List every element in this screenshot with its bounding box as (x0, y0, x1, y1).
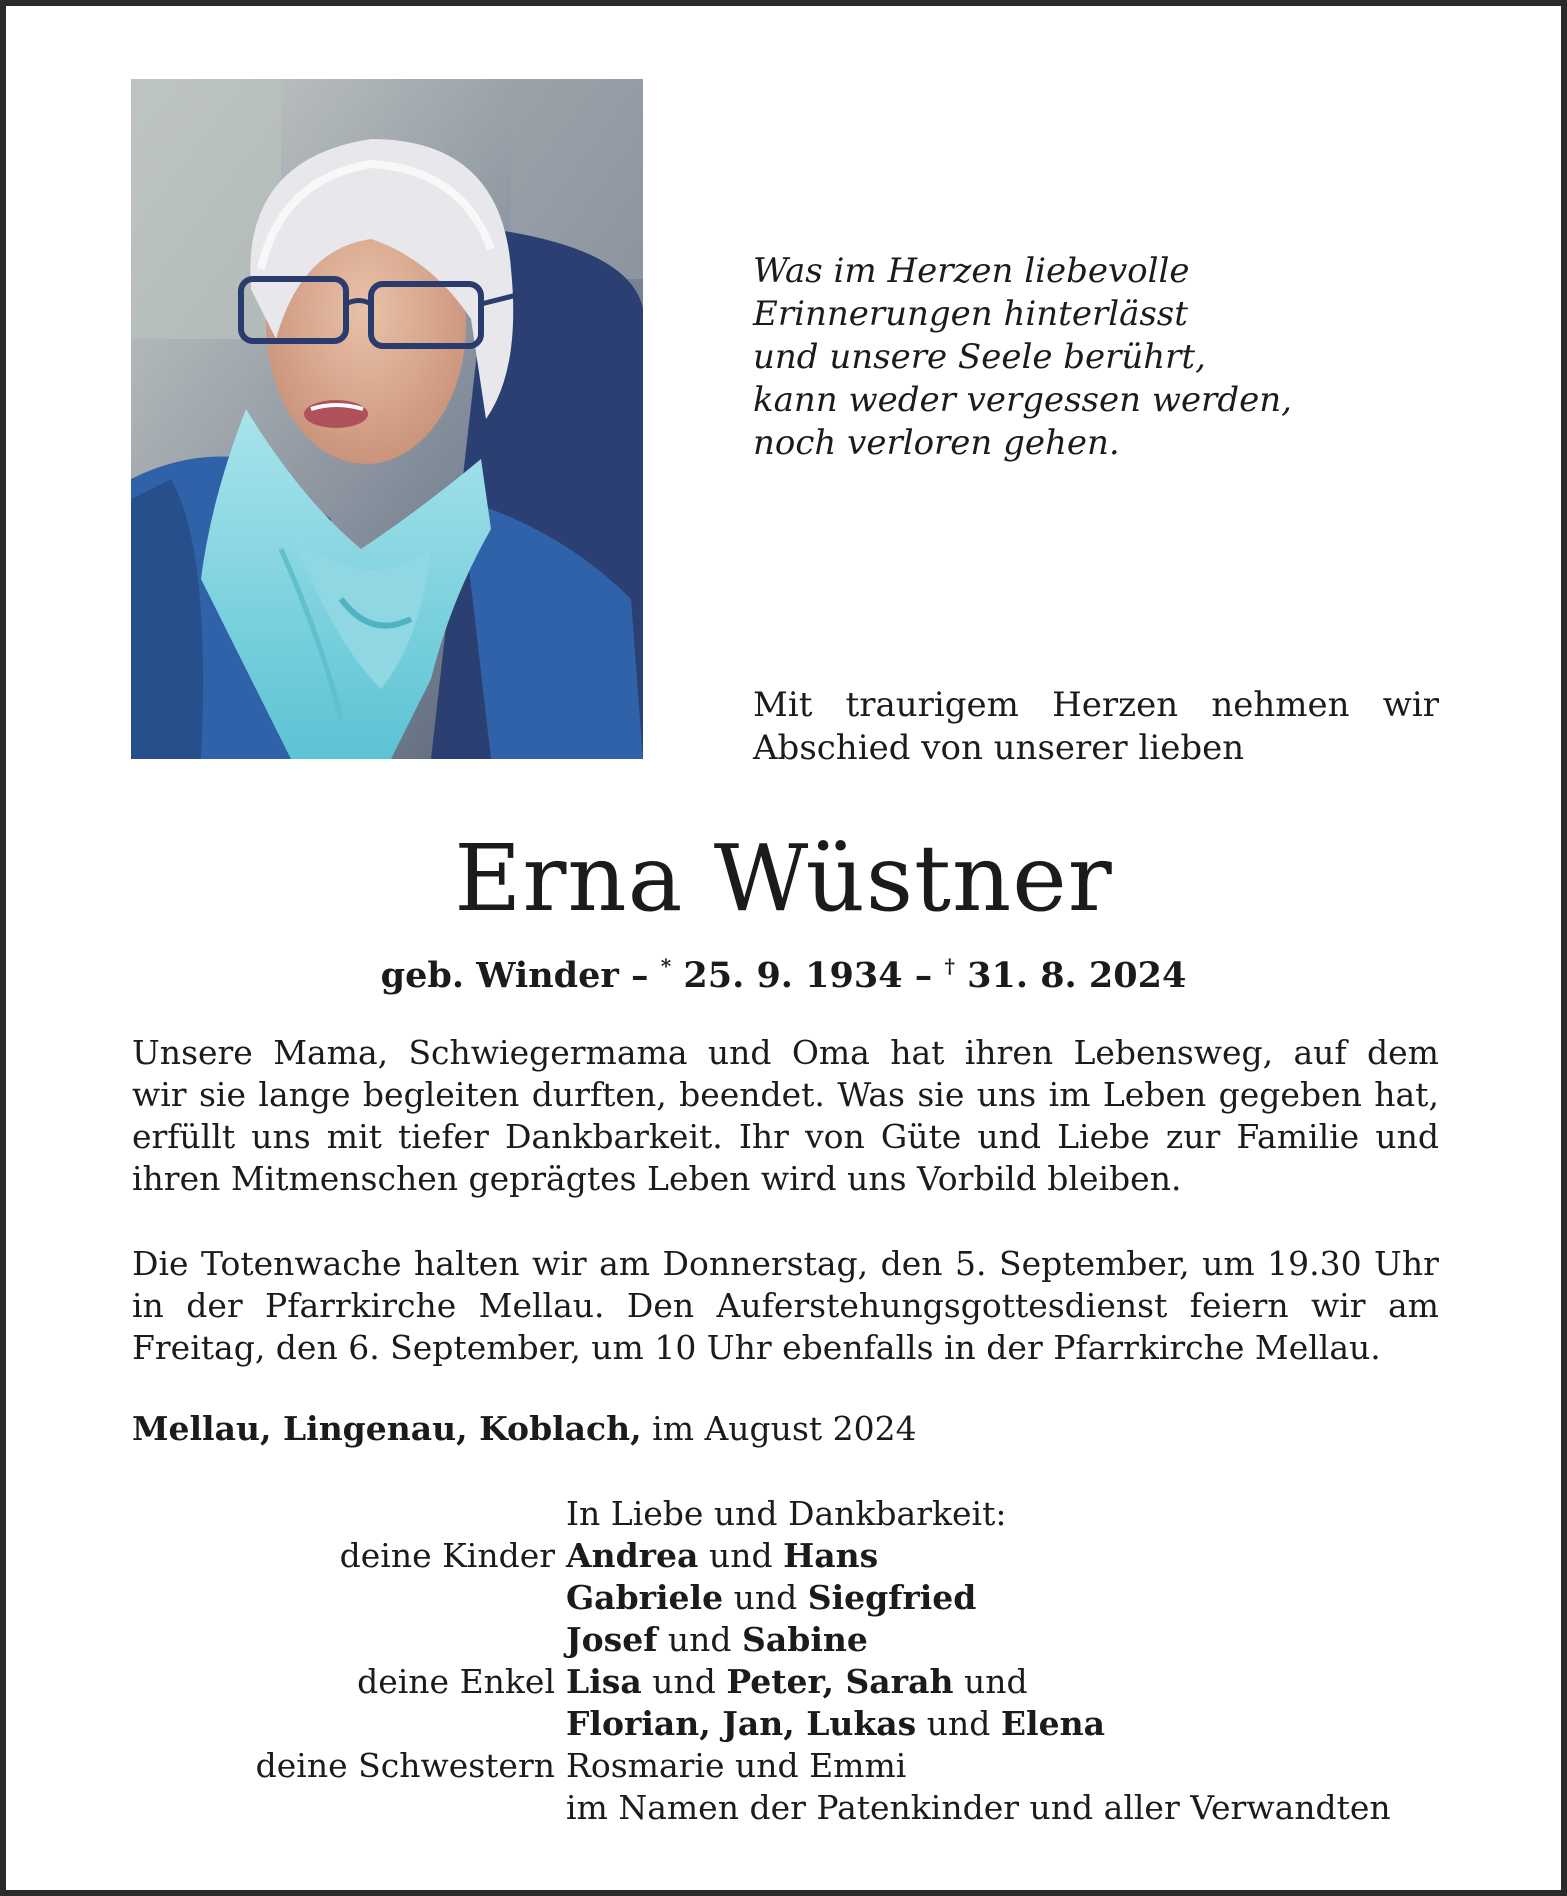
word: uns (976, 1075, 1037, 1114)
word: wir (1382, 685, 1439, 725)
death-date: 31. 8. 2024 (967, 955, 1187, 996)
mourners-heading: In Liebe und Dankbarkeit: (566, 1494, 1007, 1533)
children-label: deine Kinder (339, 1536, 555, 1575)
word: lange (258, 1075, 351, 1114)
deceased-name: Erna Wüstner (454, 825, 1113, 932)
life-dates (6, 943, 1561, 999)
quote-line: und unsere Seele berührt, (753, 337, 1206, 377)
mourners-list (6, 1493, 1561, 1829)
word: wir (532, 1244, 587, 1283)
word: Mama, (273, 1033, 389, 1072)
conj: und (652, 1662, 716, 1701)
closing-text: im Namen der Patenkinder und aller Verwandten (566, 1788, 1391, 1827)
word: Leben (1102, 1075, 1207, 1114)
word: sie (917, 1075, 965, 1114)
sisters-names: Rosmarie und Emmi (566, 1746, 907, 1785)
word: halten (414, 1244, 520, 1283)
sisters-row (6, 1745, 1561, 1787)
word: Mellau. (478, 1286, 605, 1325)
paragraph-line (132, 1116, 1439, 1158)
partner-name: Sabine (742, 1620, 868, 1659)
word: erfüllt (132, 1117, 236, 1156)
paragraph-line (132, 1285, 1439, 1327)
conj: und (667, 1620, 732, 1659)
intro-line (753, 684, 1439, 727)
closing-row (6, 1787, 1561, 1829)
word: am (1387, 1286, 1439, 1325)
conj: und (926, 1704, 991, 1743)
word: Güte (880, 1117, 962, 1156)
separator: – (631, 955, 649, 996)
word: der (186, 1286, 243, 1325)
word: September, (998, 1244, 1190, 1283)
obituary-page (6, 6, 1561, 1890)
child-pair (566, 1577, 976, 1619)
word: im (1048, 1075, 1091, 1114)
word: zur (1165, 1117, 1221, 1156)
portrait-photo (131, 79, 643, 759)
grandchildren-line (566, 1703, 1105, 1745)
word: beendet. (679, 1075, 825, 1114)
child-pair (566, 1535, 878, 1577)
word: begleiten (362, 1075, 520, 1114)
children-row (6, 1619, 1561, 1661)
word: Ihr (738, 1117, 789, 1156)
word: Familie (1236, 1117, 1360, 1156)
children-row (6, 1577, 1561, 1619)
separator: – (914, 955, 933, 996)
date-text: im August 2024 (652, 1409, 917, 1448)
partner-name: Hans (783, 1536, 879, 1575)
word: gegeben (1218, 1075, 1362, 1114)
word: Totenwache (201, 1244, 402, 1283)
word: 5. (955, 1244, 987, 1283)
conj: und (708, 1536, 773, 1575)
child-name: Gabriele (566, 1578, 724, 1617)
word: uns (251, 1117, 311, 1156)
birth-name: geb. Winder (380, 955, 619, 996)
word: wir (1310, 1286, 1366, 1325)
partner-name: Siegfried (807, 1578, 977, 1617)
word: sie (198, 1075, 246, 1114)
word: Den (626, 1286, 695, 1325)
died-symbol: † (944, 954, 955, 978)
paragraph-line (132, 1158, 1439, 1200)
word: und (977, 1117, 1042, 1156)
paragraph-line (132, 1074, 1439, 1116)
word: Die (132, 1244, 189, 1283)
word: wir (132, 1075, 187, 1114)
grandchildren-line (566, 1661, 1028, 1703)
places: Mellau, Lingenau, Koblach, (132, 1409, 642, 1448)
quote-line: Was im Herzen liebevolle (753, 251, 1190, 291)
word: am (599, 1244, 651, 1283)
place-date-line (132, 1408, 917, 1450)
word: ihren Mitmenschen geprägtes Leben wird uns Vorbild bleiben. (132, 1159, 1182, 1198)
word: Uhr (1374, 1244, 1439, 1283)
grandchild-name: Lisa (566, 1662, 642, 1701)
word: Freitag, den 6. September, um 10 Uhr ebenfalls in der Pfarrkirche Mellau. (132, 1328, 1381, 1367)
conj: und (963, 1662, 1028, 1701)
word: Was (837, 1075, 905, 1114)
word: dem (1367, 1033, 1439, 1072)
word: von (805, 1117, 865, 1156)
children-row (6, 1535, 1561, 1577)
word: tiefer (398, 1117, 489, 1156)
word: Mit (753, 685, 813, 725)
word: Schwiegermama (408, 1033, 688, 1072)
word: hat, (1374, 1075, 1439, 1114)
sisters-label: deine Schwestern (255, 1746, 555, 1785)
born-symbol: * (660, 954, 672, 978)
word: nehmen (1211, 685, 1350, 725)
grandchildren-row (6, 1703, 1561, 1745)
word: Dankbarkeit. (504, 1117, 723, 1156)
grandchild-name: Elena (1000, 1704, 1105, 1743)
mourners-heading-row (6, 1493, 1561, 1535)
birth-date: 25. 9. 1934 (683, 955, 903, 996)
memorial-quote (753, 250, 1453, 465)
word: mit (326, 1117, 382, 1156)
word: durften, (531, 1075, 667, 1114)
word: Donnerstag, (662, 1244, 869, 1283)
paragraph-line (132, 1243, 1439, 1285)
word: Auferstehungsgottesdienst (716, 1286, 1168, 1325)
grandchildren-row (6, 1661, 1561, 1703)
word: feiern (1189, 1286, 1289, 1325)
word: und (707, 1033, 772, 1072)
child-pair (566, 1619, 868, 1661)
word: ihren (964, 1033, 1054, 1072)
grandchildren-label: deine Enkel (357, 1662, 555, 1701)
quote-line: kann weder vergessen werden, (753, 380, 1292, 420)
child-name: Andrea (566, 1536, 699, 1575)
paragraph-line (132, 1327, 1439, 1369)
word: 19.30 (1267, 1244, 1362, 1283)
paragraph-line (132, 1032, 1439, 1074)
intro-text (753, 684, 1439, 770)
intro-line: Abschied von unserer lieben (753, 728, 1245, 768)
child-name: Josef (566, 1620, 658, 1659)
word: hat (890, 1033, 945, 1072)
word: Lebensweg, (1073, 1033, 1274, 1072)
quote-line: noch verloren gehen. (753, 423, 1120, 463)
word: in (132, 1286, 164, 1325)
paragraph-funeral (132, 1243, 1439, 1369)
word: den (880, 1244, 943, 1283)
portrait-illustration (131, 79, 643, 759)
word: um (1202, 1244, 1255, 1283)
word: Unsere (132, 1033, 253, 1072)
word: Herzen (1052, 685, 1179, 725)
word: traurigem (845, 685, 1019, 725)
quote-line: Erinnerungen hinterlässt (753, 294, 1188, 334)
grandchild-name: Florian, Jan, Lukas (566, 1704, 917, 1743)
word: Pfarrkirche (265, 1286, 457, 1325)
word: auf (1293, 1033, 1347, 1072)
word: und (1375, 1117, 1439, 1156)
word: Liebe (1057, 1117, 1150, 1156)
paragraph-life (132, 1032, 1439, 1200)
conj: und (733, 1578, 798, 1617)
word: Oma (791, 1033, 870, 1072)
grandchild-name: Peter, Sarah (726, 1662, 954, 1701)
